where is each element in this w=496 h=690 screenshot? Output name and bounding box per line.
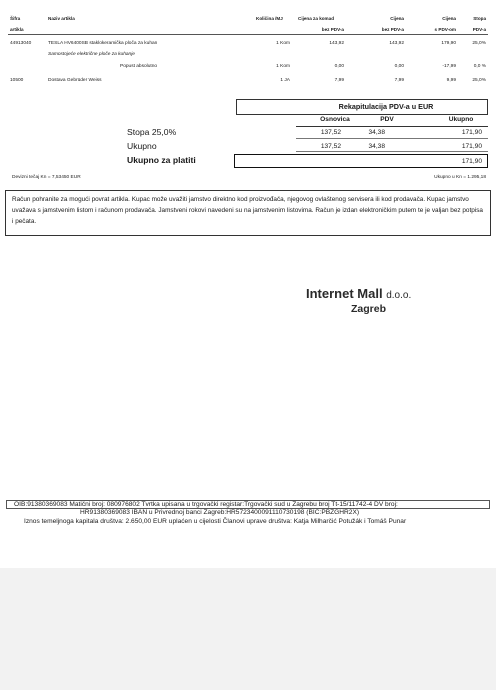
item-delivery-naziv: Dostava Gebrüder Weiss xyxy=(48,78,102,83)
recap-title: Rekapitulacija PDV-a u EUR xyxy=(236,99,488,114)
item-delivery-stopa: 25,0% xyxy=(472,78,486,83)
item-1-cijena-pdv: 179,90 xyxy=(441,41,456,46)
recap-row-1-divider xyxy=(296,138,488,139)
header-cijena-2: bez PDV-a xyxy=(381,27,404,32)
header-cijena-pdv: Cijena xyxy=(442,16,456,21)
total-kn: Ukupno u Kn = 1.295,18 xyxy=(434,175,486,180)
item-1-naziv: TESLA HV6400SB staklokeramička ploča za kuhan xyxy=(48,41,158,46)
recap-row-2-divider xyxy=(296,151,488,152)
header-divider xyxy=(8,34,488,35)
recap-row-2-pdv: 34,38 xyxy=(368,143,385,150)
item-delivery-kolicina: 1 JA xyxy=(280,78,290,83)
header-cijena-komad-2: bez PDV-a xyxy=(321,27,344,32)
header-naziv: Naziv artikla xyxy=(48,16,75,21)
recap-row-1-ukupno: 171,90 xyxy=(461,129,482,136)
recap-row-1-osnovica: 137,52 xyxy=(320,129,341,136)
item-delivery-cijena-pdv: 9,99 xyxy=(446,78,456,83)
footer-line-3: Iznos temeljnoga kapitala društva: 2.650,00 EUR uplaćen u cijelosti Članovi uprave društva: Katja Milharčić Potužák i Tomáš Punar xyxy=(24,518,407,525)
header-sifra-2: artikla xyxy=(10,27,24,32)
item-delivery-cijena-komad: 7,99 xyxy=(334,78,344,83)
recap-col-osnovica: Osnovica xyxy=(320,116,350,123)
company-name xyxy=(306,286,411,301)
footer-line-1: OIB:91380369083 Matični broj: 080976802 Tvrtka upisana u trgovački registar:Trgovački sud u Zagrebu broj Tt-15/11742-4 DV broj: xyxy=(14,500,398,508)
item-discount-kolicina: 1 Kom xyxy=(276,64,290,69)
item-1-kolicina: 1 Kom xyxy=(276,41,290,46)
exchange-rate: Devizni tečaj Kn = 7,53450 EUR xyxy=(12,175,81,180)
recap-total-label: Ukupno za platiti xyxy=(127,155,196,165)
footer-line-2: HR91380369083 IBAN u Privrednoj banci Zagreb:HR5723400091110730198 (BIC:PBZGHR2X) xyxy=(80,509,360,516)
recap-row-2-ukupno: 171,90 xyxy=(461,143,482,150)
header-kolicina: Količina /MJ xyxy=(256,16,283,21)
company-name-text: Internet Mall xyxy=(306,286,383,301)
recap-row-2-label: Ukupno xyxy=(127,141,157,151)
recap-col-ukupno: Ukupno xyxy=(448,116,474,123)
recap-row-1-label: Stopa 25,0% xyxy=(127,127,177,137)
recap-row-1-pdv: 34,38 xyxy=(368,129,385,136)
recap-head-divider xyxy=(296,126,488,127)
header-cijena-komad: Cijena za komad xyxy=(298,16,334,21)
item-1-sifra: 44913040 xyxy=(10,41,32,46)
recap-total-value: 171,90 xyxy=(461,157,482,165)
item-discount-stopa: 0,0 % xyxy=(473,64,486,69)
item-1-category: Samostojeće električne ploče za kuhanje xyxy=(48,52,135,57)
item-discount-cijena: 0,00 xyxy=(394,64,404,69)
item-discount-cijena-pdv: -17,99 xyxy=(442,64,456,69)
item-discount-naziv: Popust absolutno xyxy=(120,64,158,69)
warranty-notice: Račun pohranite za mogući povrat artikla. Kupac može uvažiti jamstvo direktno kod proizvođača, njegovog ovlaštenog servisera ili kod prodavača. Kupac jamstvo uvažava s jamstvenim listom i računom prodavača. Jamstveni rokovi navedeni su na jamstvenim listovima. Račun je izdan elektroničkim putem te je valjan bez potpisa i pečata. xyxy=(5,190,491,236)
header-stopa: Stopa xyxy=(473,16,486,21)
item-discount-cijena-komad: 0,00 xyxy=(334,64,344,69)
recap-col-pdv: PDV xyxy=(380,116,394,123)
item-delivery-cijena: 7,99 xyxy=(394,78,404,83)
recap-row-2-osnovica: 137,52 xyxy=(320,143,341,150)
header-cijena-pdv-2: s PDV-om xyxy=(434,27,456,32)
header-stopa-2: PDV-a xyxy=(472,27,486,32)
company-city: Zagreb xyxy=(351,303,387,315)
item-1-cijena-komad: 143,92 xyxy=(329,41,344,46)
item-1-cijena: 143,92 xyxy=(389,41,404,46)
item-1-stopa: 25,0% xyxy=(472,41,486,46)
company-suffix: d.o.o. xyxy=(386,290,412,301)
item-delivery-sifra: 10500 xyxy=(10,78,24,83)
header-cijena: Cijena xyxy=(390,16,404,21)
header-sifra: Šifra xyxy=(10,16,21,21)
